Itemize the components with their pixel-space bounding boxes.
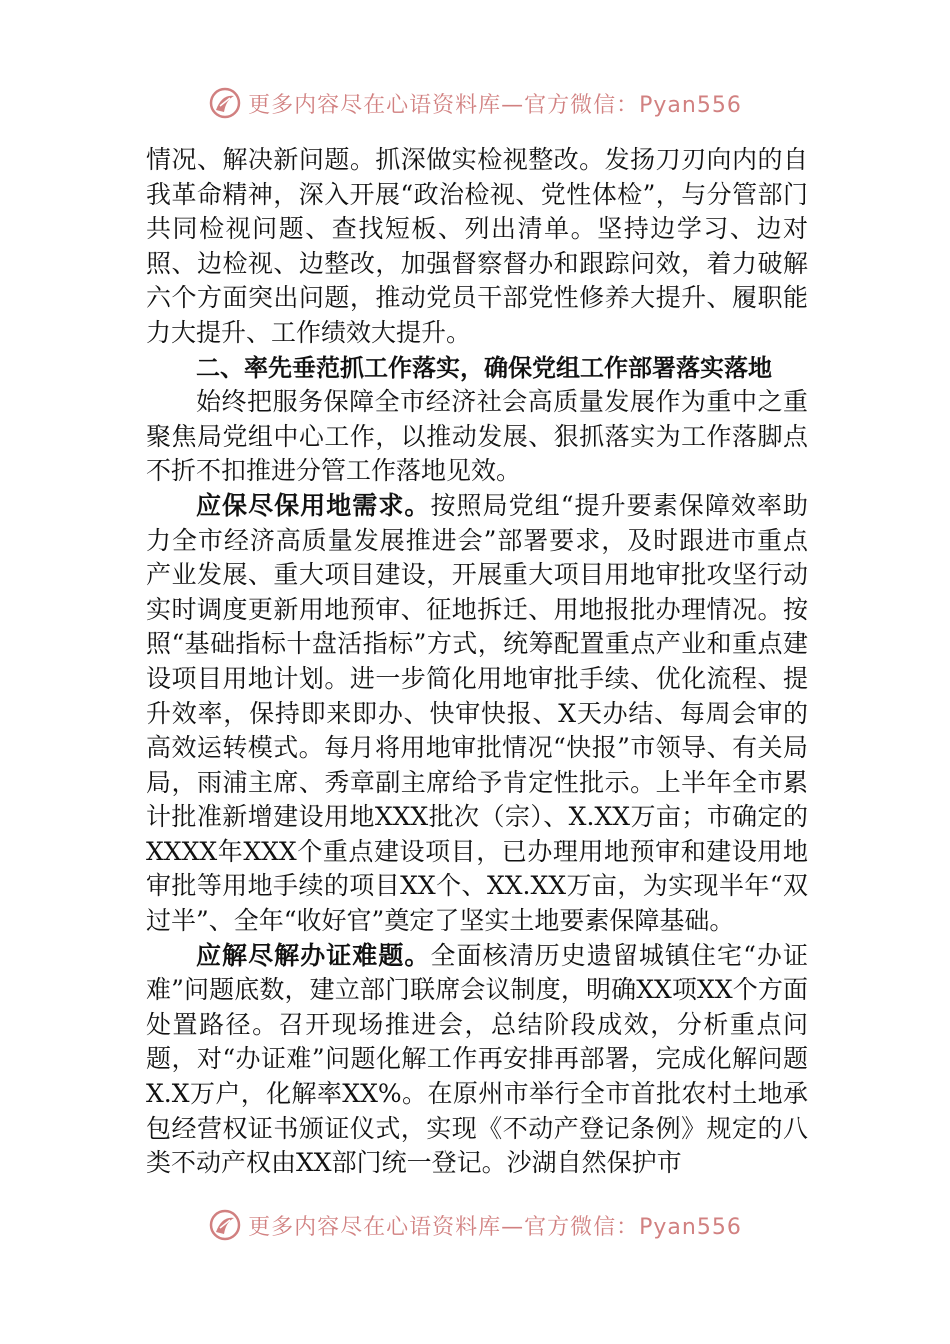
paragraph-2: 始终把服务保障全市经济社会高质量发展作为重中之重聚焦局党组中心工作，以推动发展、狠抓落实为工作落脚点不折不扣推进分管工作落地见效。 (146, 387, 808, 486)
section-heading: 二、率先垂范抓工作落实，确保党组工作部署落实落地 (196, 353, 772, 382)
paragraph-1: 情况、解决新问题。抓深做实检视整改。发扬刀刃向内的自我革命精神，深入开展“政治检视、党性体检”，与分管部门共同检视问题、查找短板、列出清单。坚持边学习、边对照、边检视、边整改，加强督察督办和跟踪问效，着力破解六个方面突出问题，推动党员干部党性修养大提升、履职能力大提升、工作绩效大提升。 (146, 145, 808, 347)
watermark-text: 更多内容尽在心语资料库—官方微信：Pyan556 (248, 92, 742, 118)
watermark-logo-icon (208, 1208, 242, 1242)
paragraph-3-lead: 应保尽保用地需求。 (196, 490, 431, 520)
paragraph-3-text: 按照局党组“提升要素保障效率助力全市经济高质量发展推进会”部署要求，及时跟进市重点产业发展、重大项目建设，开展重大项目用地审批攻坚行动实时调度更新用地预审、征地拆迁、用地报批办理情况。按照“基础指标十盘活指标”方式，统筹配置重点产业和重点建设项目用地计划。进一步简化用地审批手续、优化流程、提升效率，保持即来即办、快审快报、X天办结、每周会审的高效运转模式。每月将用地审批情况“快报”市领导、有关局局，雨浦主席、秀章副主席给予肯定性批示。上半年全市累计批准新增建设用地XXX批次（宗）、X.XX万亩；市确定的XXXX年XXX个重点建设项目，已办理用地预审和建设用地审批等用地手续的项目XX个、XX.XX万亩，为实现半年“双过半”、全年“收好官”奠定了坚实土地要素保障基础。 (146, 490, 808, 936)
watermark-header (0, 86, 950, 120)
document-body (146, 143, 808, 1181)
paragraph-4-text: 全面核清历史遗留城镇住宅“办证难”问题底数，建立部门联席会议制度，明确XX项XX个方面处置路径。召开现场推进会，总结阶段成效，分析重点问题，对“办证难”问题化解工作再安排再部署，完成化解问题X.X万户，化解率XX%。在原州市举行全市首批农村土地承包经营权证书颁证仪式，实现《不动产登记条例》规定的八类不动产权由XX部门统一登记。沙湖自然保护市 (146, 940, 808, 1178)
watermark-logo-icon (208, 86, 242, 120)
watermark-footer (0, 1208, 950, 1242)
paragraph-4 (146, 939, 808, 1181)
watermark-text: 更多内容尽在心语资料库—官方微信：Pyan556 (248, 1214, 742, 1240)
paragraph-4-lead: 应解尽解办证难题。 (196, 940, 431, 970)
paragraph-3 (146, 489, 808, 939)
